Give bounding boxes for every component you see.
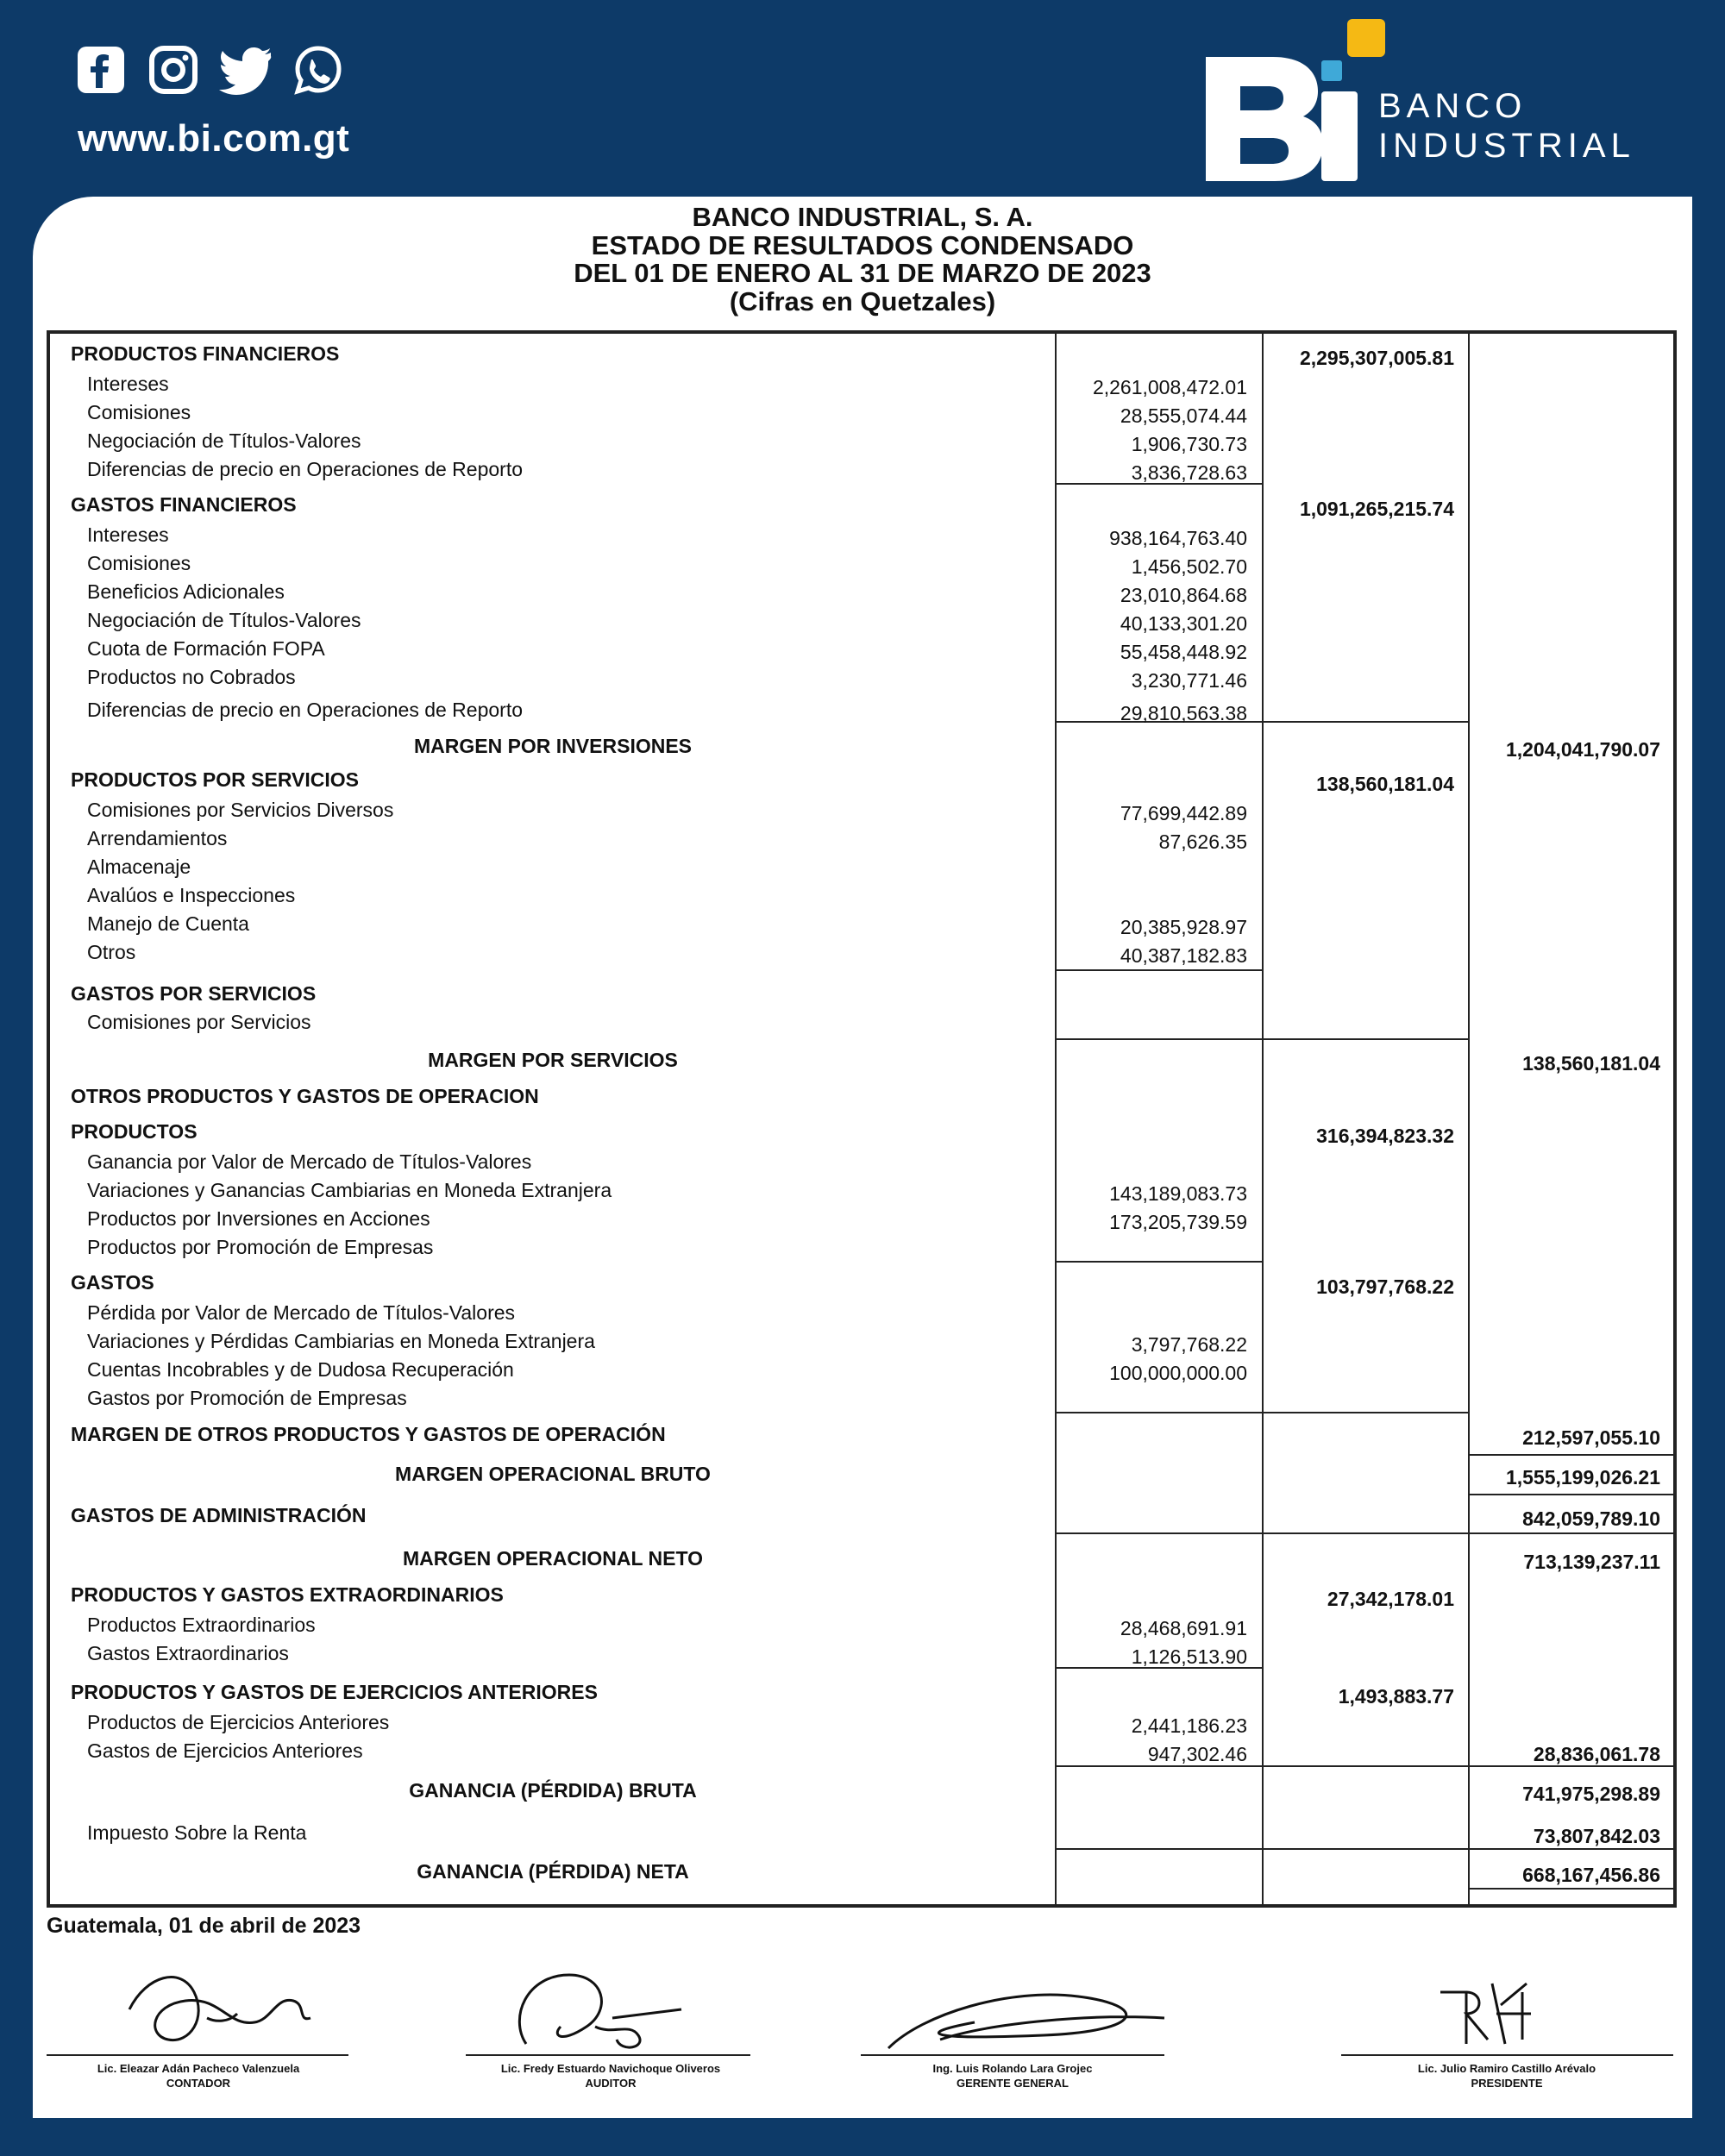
amount-c1: 1,126,513.90	[1131, 1645, 1247, 1668]
amount-c2: 27,342,178.01	[1327, 1588, 1454, 1610]
signatory-gerente	[831, 2061, 1194, 2090]
amount-c1: 100,000,000.00	[1109, 1362, 1247, 1384]
signatory-role: AUDITOR	[585, 2077, 637, 2090]
logo-text: Bi	[1425, 6, 1438, 21]
signature-line	[47, 2054, 348, 2056]
amount-c1: 1,456,502.70	[1131, 555, 1247, 578]
row-label: Negociación de Títulos-Valores	[87, 429, 361, 452]
amount-c1: 77,699,442.89	[1120, 802, 1247, 824]
rule	[1263, 1412, 1469, 1413]
row-label: Avalúos e Inspecciones	[87, 884, 296, 906]
signatory-name: Ing. Luis Rolando Lara Grojec	[932, 2062, 1093, 2075]
whatsapp-icon[interactable]	[293, 45, 343, 95]
rule	[1263, 721, 1469, 723]
amount-c1: 40,387,182.83	[1120, 944, 1247, 967]
signature-line	[466, 2054, 750, 2056]
title-currency: (Cifras en Quetzales)	[729, 285, 996, 317]
amount-c1: 28,468,691.91	[1120, 1617, 1247, 1639]
signatory-name: Lic. Eleazar Adán Pacheco Valenzuela	[97, 2062, 300, 2075]
row-label: Diferencias de precio en Operaciones de Reporto	[87, 699, 524, 721]
row-label: Productos por Inversiones en Acciones	[87, 1207, 430, 1230]
row-label: Productos de Ejercicios Anteriores	[87, 1711, 390, 1733]
row-label: GANANCIA (PÉRDIDA) BRUTA	[409, 1779, 697, 1802]
rule	[1469, 1454, 1674, 1456]
row-label: MARGEN DE OTROS PRODUCTOS Y GASTOS DE OPERACIÓN	[71, 1423, 666, 1445]
rule	[1263, 1038, 1469, 1040]
row-label: Intereses	[87, 373, 169, 395]
row-label: GANANCIA (PÉRDIDA) NETA	[417, 1860, 689, 1883]
row-label: Almacenaje	[87, 856, 191, 878]
row-label: MARGEN OPERACIONAL NETO	[402, 1547, 703, 1570]
rule	[1056, 1848, 1263, 1850]
ledger-table	[47, 330, 1677, 1908]
row-label: Ganancia por Valor de Mercado de Títulos-Valores	[87, 1150, 532, 1173]
rule	[1263, 1848, 1469, 1850]
row-label: Comisiones	[87, 552, 191, 574]
row-label: GASTOS FINANCIEROS	[71, 493, 297, 516]
title-period: DEL 01 DE ENERO AL 31 DE MARZO DE 2023	[574, 258, 1151, 288]
row-label: Productos Extraordinarios	[87, 1614, 316, 1636]
row-label: PRODUCTOS	[71, 1120, 198, 1143]
amount-c3: 138,560,181.04	[1522, 1052, 1660, 1075]
signatory-contador	[17, 2061, 380, 2090]
row-label: Gastos de Ejercicios Anteriores	[87, 1739, 363, 1762]
amount-c3: 1,204,041,790.07	[1505, 738, 1660, 761]
rule	[1263, 1765, 1469, 1767]
row-label: Pérdida por Valor de Mercado de Títulos-Valores	[87, 1301, 516, 1324]
signatory-role: PRESIDENTE	[1471, 2077, 1543, 2090]
amount-c3: 713,139,237.11	[1523, 1551, 1660, 1573]
row-label: Gastos por Promoción de Empresas	[87, 1387, 407, 1409]
amount-c3: 212,597,055.10	[1522, 1426, 1660, 1449]
row-label: Negociación de Títulos-Valores	[87, 609, 361, 631]
title-statement: ESTADO DE RESULTADOS CONDENSADO	[591, 229, 1134, 260]
amount-c1: 938,164,763.40	[1109, 527, 1247, 549]
column-divider	[1055, 330, 1057, 1908]
rule	[1469, 1494, 1674, 1495]
amount-c3: 668,167,456.86	[1522, 1864, 1660, 1886]
row-label: Cuentas Incobrables y de Dudosa Recuperación	[87, 1358, 514, 1381]
row-label: Diferencias de precio en Operaciones de Reporto	[87, 458, 524, 480]
signatory-name: Lic. Julio Ramiro Castillo Arévalo	[1417, 2062, 1596, 2075]
amount-c1: 40,133,301.20	[1120, 612, 1247, 635]
row-label: Gastos Extraordinarios	[87, 1642, 289, 1664]
amount-c1: 23,010,864.68	[1120, 584, 1247, 606]
row-label: PRODUCTOS Y GASTOS DE EJERCICIOS ANTERIORES	[71, 1681, 598, 1703]
rule	[1469, 1532, 1674, 1534]
amount-c1: 947,302.46	[1147, 1743, 1247, 1765]
row-label: PRODUCTOS POR SERVICIOS	[71, 768, 359, 791]
signatory-auditor	[430, 2061, 792, 2090]
row-label: Beneficios Adicionales	[87, 580, 285, 603]
amount-c1: 173,205,739.59	[1109, 1211, 1247, 1233]
signatory-role: CONTADOR	[166, 2077, 231, 2090]
rule	[1469, 1848, 1674, 1850]
amount-c1: 143,189,083.73	[1109, 1182, 1247, 1205]
brand-line-1: BANCO	[1378, 87, 1527, 125]
social-icons	[76, 45, 343, 95]
amount-c1: 29,810,563.38	[1120, 702, 1247, 724]
amount-c1: 55,458,448.92	[1120, 641, 1247, 663]
row-label: Manejo de Cuenta	[87, 912, 249, 935]
amount-c2: 1,493,883.77	[1338, 1685, 1454, 1708]
amount-c1: 20,385,928.97	[1120, 916, 1247, 938]
signatory-presidente	[1326, 2061, 1688, 2090]
amount-c3: 73,807,842.03	[1533, 1825, 1660, 1847]
row-label: GASTOS	[71, 1271, 154, 1294]
row-label: MARGEN POR SERVICIOS	[428, 1049, 678, 1071]
twitter-icon[interactable]	[221, 45, 271, 95]
amount-c3: 842,059,789.10	[1522, 1507, 1660, 1530]
statement-title	[0, 204, 1725, 316]
signature-line	[1341, 2054, 1673, 2056]
row-label: PRODUCTOS FINANCIEROS	[71, 342, 340, 365]
rule	[1263, 1532, 1469, 1534]
row-label: Intereses	[87, 523, 169, 546]
amount-c1: 87,626.35	[1158, 830, 1247, 853]
amount-c1: 2,261,008,472.01	[1092, 376, 1247, 398]
brand-name	[1378, 86, 1635, 166]
title-bank: BANCO INDUSTRIAL, S. A.	[692, 202, 1033, 232]
rule	[1469, 1765, 1674, 1767]
row-label: Comisiones por Servicios	[87, 1011, 311, 1033]
row-label: Variaciones y Ganancias Cambiarias en Moneda Extranjera	[87, 1179, 612, 1201]
row-label: MARGEN OPERACIONAL BRUTO	[395, 1463, 711, 1485]
signature-line	[861, 2054, 1164, 2056]
amount-c2: 316,394,823.32	[1316, 1125, 1454, 1147]
signature-gerente	[871, 1958, 1233, 2061]
signatory-role: GERENTE GENERAL	[956, 2077, 1069, 2090]
amount-c2: 103,797,768.22	[1316, 1275, 1454, 1298]
signature-presidente	[1328, 1958, 1690, 2061]
row-label: Cuota de Formación FOPA	[87, 637, 325, 660]
amount-c3: 28,836,061.78	[1533, 1743, 1660, 1765]
row-label: Variaciones y Pérdidas Cambiarias en Moneda Extranjera	[87, 1330, 595, 1352]
brand-line-2: INDUSTRIAL	[1378, 127, 1635, 165]
amount-c1: 3,230,771.46	[1131, 669, 1247, 692]
row-label: PRODUCTOS Y GASTOS EXTRAORDINARIOS	[71, 1583, 504, 1606]
amount-c3: 741,975,298.89	[1522, 1783, 1660, 1805]
amount-c2: 1,091,265,215.74	[1299, 498, 1454, 520]
rule	[1056, 1532, 1263, 1534]
row-label: GASTOS POR SERVICIOS	[71, 982, 317, 1005]
rule	[1056, 969, 1263, 971]
row-label: Comisiones	[87, 401, 191, 423]
signature-auditor	[466, 1958, 828, 2061]
amount-c1: 3,836,728.63	[1131, 461, 1247, 484]
amount-c3: 1,555,199,026.21	[1505, 1466, 1660, 1489]
website-link[interactable]: www.bi.com.gt	[78, 117, 350, 160]
rule	[1056, 1765, 1263, 1767]
row-label: OTROS PRODUCTOS Y GASTOS DE OPERACION	[71, 1085, 539, 1107]
row-label: Impuesto Sobre la Renta	[87, 1821, 307, 1844]
row-label: Productos por Promoción de Empresas	[87, 1236, 434, 1258]
column-divider	[1468, 330, 1470, 1908]
column-divider	[1262, 330, 1264, 1908]
row-label: GASTOS DE ADMINISTRACIÓN	[71, 1504, 367, 1526]
amount-c1: 3,797,768.22	[1131, 1333, 1247, 1356]
row-label: Arrendamientos	[87, 827, 228, 849]
row-label: Otros	[87, 941, 136, 963]
row-label: Comisiones por Servicios Diversos	[87, 799, 394, 821]
row-label: MARGEN POR INVERSIONES	[413, 735, 693, 757]
amount-c1: 1,906,730.73	[1131, 433, 1247, 455]
row-label: Productos no Cobrados	[87, 666, 296, 688]
amount-c2: 2,295,307,005.81	[1299, 347, 1454, 369]
place-date: Guatemala, 01 de abril de 2023	[47, 1914, 361, 1938]
facebook-icon[interactable]	[76, 45, 126, 95]
amount-c1: 28,555,074.44	[1120, 404, 1247, 427]
signature-contador	[95, 1958, 457, 2061]
rule	[1469, 1888, 1674, 1890]
signatory-name: Lic. Fredy Estuardo Navichoque Oliveros	[500, 2062, 721, 2075]
rule	[1056, 1261, 1263, 1263]
rule	[1056, 1412, 1263, 1413]
amount-c2: 138,560,181.04	[1316, 773, 1454, 795]
rule	[1056, 1038, 1263, 1040]
amount-c1: 2,441,186.23	[1131, 1714, 1247, 1737]
instagram-icon[interactable]	[148, 45, 198, 95]
